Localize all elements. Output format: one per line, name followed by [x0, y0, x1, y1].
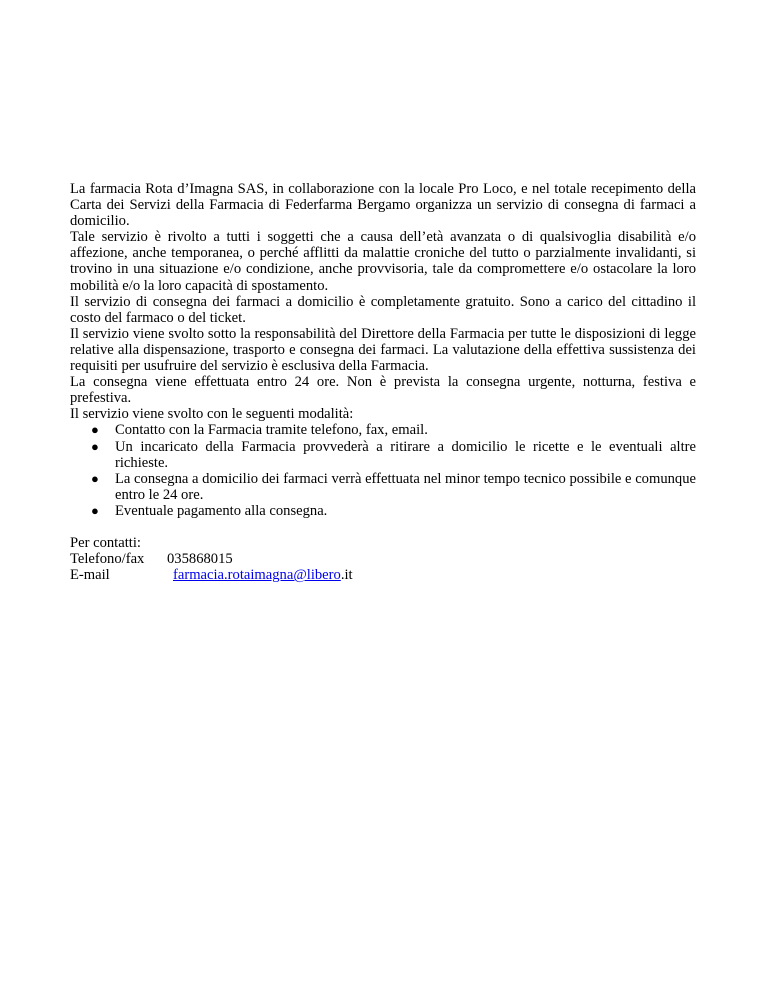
email-value [167, 567, 353, 583]
phone-row [70, 551, 696, 567]
document-body [70, 181, 696, 583]
bullet-icon: ● [91, 470, 99, 486]
modalities-intro: Il servizio viene svolto con le seguenti modalità: [70, 406, 354, 423]
email-suffix: .it [340, 567, 353, 584]
list-item-text: Un incaricato della Farmacia provvederà a ritirare a domicilio le ricette e le eventuali altre richieste. [115, 438, 696, 471]
section-spacer [70, 519, 696, 535]
delivery-time-paragraph: La consegna viene effettuata entro 24 ore. Non è prevista la consegna urgente, notturna, festiva e prefestiva. [70, 374, 696, 407]
eligibility-paragraph: Tale servizio è rivolto a tutti i soggetti che a causa dell’età avanzata o di qualsivoglia disabilità e/o affezione, anche temporanea, o perché afflitti da malattie croniche del tutto o parzialmente invalidanti, si trovino in una situazione e/o condizione, anche provvisoria, tale da compromettere e/o ostacolare la loro mobilità e/o la loro capacità di spostamento. [70, 229, 696, 294]
list-item [70, 422, 696, 438]
list-item [70, 471, 696, 503]
bullet-icon: ● [91, 422, 99, 438]
bullet-icon: ● [91, 438, 99, 454]
bullet-icon: ● [91, 502, 99, 518]
intro-paragraph: La farmacia Rota d’Imagna SAS, in collaborazione con la locale Pro Loco, e nel totale recepimento della Carta dei Servizi della Farmacia di Federfarma Bergamo organizza un servizio di consegna di farmaci a domicilio. [70, 181, 696, 230]
contacts-section [70, 535, 696, 583]
email-label: E-mail [70, 567, 110, 584]
list-item-text: Eventuale pagamento alla consegna. [115, 502, 328, 519]
free-service-paragraph: Il servizio di consegna dei farmaci a domicilio è completamente gratuito. Sono a carico del cittadino il costo del farmaco o del ticket. [70, 293, 696, 326]
list-item-text: La consegna a domicilio dei farmaci verrà effettuata nel minor tempo tecnico possibile e comunque entro le 24 ore. [115, 470, 696, 503]
list-item [70, 439, 696, 471]
responsibility-paragraph: Il servizio viene svolto sotto la responsabilità del Direttore della Farmacia per tutte le disposizioni di legge relative alla dispensazione, trasporto e consegna dei farmaci. La valutazione della effettiva sussistenza dei requisiti per usufruire del servizio è esclusiva della Farmacia. [70, 325, 696, 375]
list-item [70, 503, 696, 519]
modalities-list [70, 422, 696, 519]
contacts-heading: Per contatti: [70, 534, 141, 551]
email-row [70, 567, 696, 583]
phone-value: 035868015 [167, 551, 233, 568]
email-link[interactable]: farmacia.rotaimagna@libero [173, 567, 341, 584]
phone-label: Telefono/fax [70, 551, 145, 568]
list-item-text: Contatto con la Farmacia tramite telefono, fax, email. [115, 422, 428, 439]
